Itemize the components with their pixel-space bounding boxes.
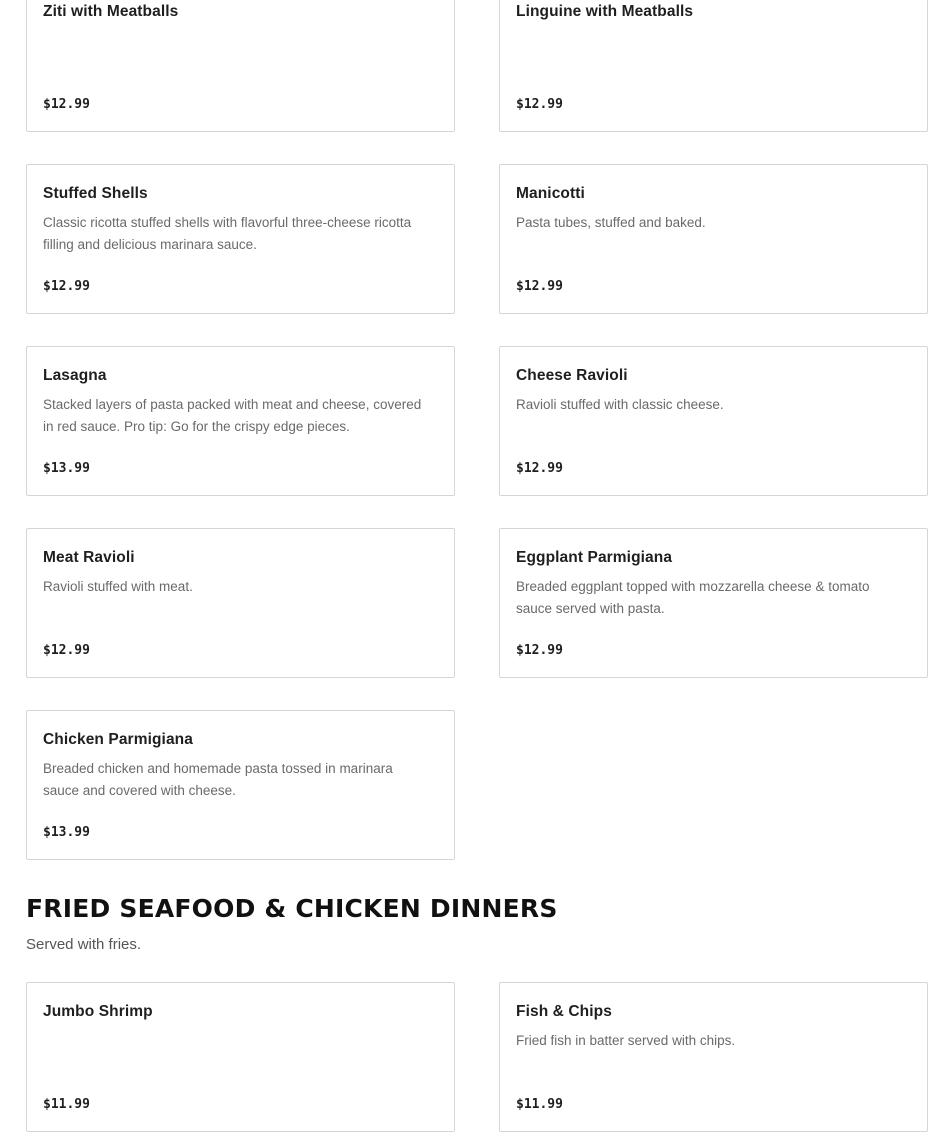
menu-item-description: Classic ricotta stuffed shells with flavorful three-cheese ricotta filling and delicious marinara sauce. bbox=[43, 215, 412, 252]
menu-item-card[interactable] bbox=[26, 164, 455, 314]
menu-item-name: Cheese Ravioli bbox=[516, 367, 628, 384]
menu-item-description: Stacked layers of pasta packed with meat and cheese, covered in red sauce. Pro tip: Go for the crispy edge pieces. bbox=[43, 397, 422, 434]
menu-item-name: Fish & Chips bbox=[516, 1003, 612, 1020]
menu-item-card[interactable] bbox=[26, 528, 455, 678]
pasta-items-grid bbox=[26, 0, 928, 860]
menu-item-price: $11.99 bbox=[43, 1097, 90, 1112]
menu-item-name: Lasagna bbox=[43, 367, 107, 384]
menu-item-card[interactable] bbox=[26, 710, 455, 860]
menu-item-description: Fried fish in batter served with chips. bbox=[516, 1033, 736, 1048]
menu-item-description: Breaded eggplant topped with mozzarella cheese & tomato sauce served with pasta. bbox=[516, 579, 870, 616]
menu-item-price: $12.99 bbox=[43, 279, 90, 294]
section-title: FRIED SEAFOOD & CHICKEN DINNERS bbox=[26, 894, 558, 923]
menu-item-price: $12.99 bbox=[516, 279, 563, 294]
menu-item-name: Chicken Parmigiana bbox=[43, 731, 193, 748]
menu-item-price: $12.99 bbox=[516, 461, 563, 476]
menu-item-name: Ziti with Meatballs bbox=[43, 3, 179, 20]
menu-item-description: Ravioli stuffed with meat. bbox=[43, 579, 193, 594]
menu-item-card[interactable] bbox=[499, 0, 928, 132]
menu-item-card[interactable] bbox=[499, 982, 928, 1132]
menu-item-price: $12.99 bbox=[516, 97, 563, 112]
menu-item-description: Breaded chicken and homemade pasta tossed in marinara sauce and covered with cheese. bbox=[43, 761, 393, 798]
menu-item-price: $11.99 bbox=[516, 1097, 563, 1112]
menu-item-name: Linguine with Meatballs bbox=[516, 3, 694, 20]
seafood-items-grid bbox=[26, 982, 928, 1132]
menu-item-name: Manicotti bbox=[516, 185, 585, 202]
menu-item-price: $13.99 bbox=[43, 825, 90, 840]
menu-item-card[interactable] bbox=[499, 528, 928, 678]
menu-item-name: Stuffed Shells bbox=[43, 185, 148, 202]
menu-item-name: Meat Ravioli bbox=[43, 549, 135, 566]
menu-item-name: Eggplant Parmigiana bbox=[516, 549, 673, 566]
menu-item-card[interactable] bbox=[26, 0, 455, 132]
menu-item-name: Jumbo Shrimp bbox=[43, 1003, 153, 1020]
section-subtitle: Served with fries. bbox=[26, 936, 142, 953]
menu-item-card[interactable] bbox=[26, 982, 455, 1132]
menu-item-price: $12.99 bbox=[43, 97, 90, 112]
seafood-section-header bbox=[26, 894, 950, 955]
menu-item-price: $12.99 bbox=[43, 643, 90, 658]
menu-item-price: $13.99 bbox=[43, 461, 90, 476]
menu-item-price: $12.99 bbox=[516, 643, 563, 658]
menu-item-card[interactable] bbox=[26, 346, 455, 496]
menu-item-card[interactable] bbox=[499, 346, 928, 496]
menu-item-description: Ravioli stuffed with classic cheese. bbox=[516, 397, 724, 412]
menu-item-description: Pasta tubes, stuffed and baked. bbox=[516, 215, 706, 230]
menu-item-card[interactable] bbox=[499, 164, 928, 314]
